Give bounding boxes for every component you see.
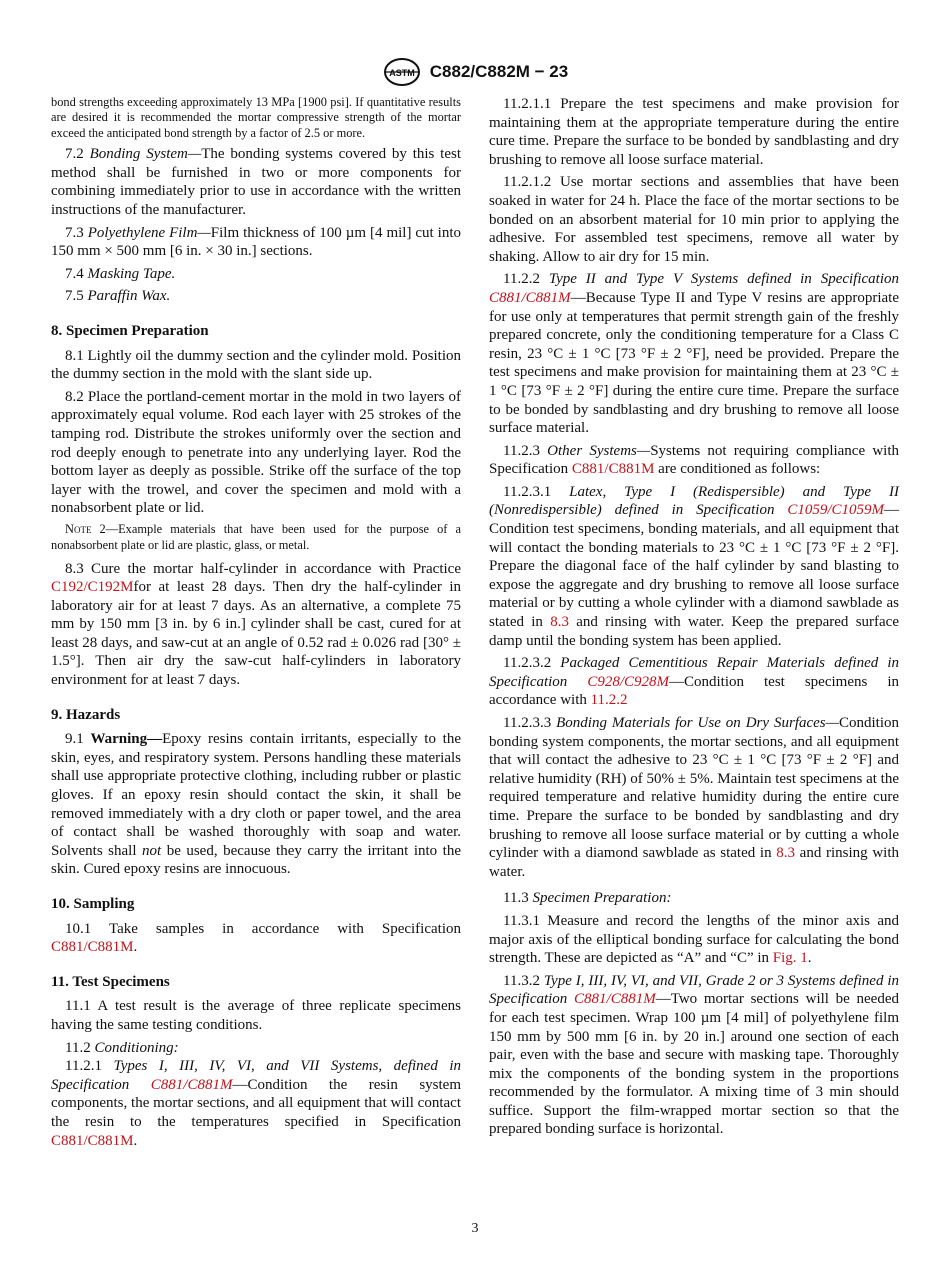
left-column <box>51 95 461 1154</box>
section-7-2: 7.2 Bonding System—The bonding systems covered by this test method shall be furnished in two or more components for combining immediately prior to use in accordance with the written instructions of the manufacturer. <box>51 146 462 218</box>
section-8-2: 8.2 Place the portland-cement mortar in the mold in two layers of approximately equal volume. Rod each layer with 25 strokes of the tamping rod. Distribute the strokes uniformly over the section and rod deeply enough to penetrate into any underlying layer. Rod the bottom layer as deeply as possible. Strike off the surface of the top layer with the trowel, and cover the specimen and mold with a nonabsorbent plate or lid. <box>51 388 461 517</box>
link-c1059[interactable]: C1059/C1059M <box>787 502 884 519</box>
link-c881[interactable]: C881/C881M <box>51 939 134 956</box>
astm-logo-icon <box>382 57 422 87</box>
section-9-1: 9.1 Warning—Epoxy resins contain irritants, especially to the skin, eyes, and respiratory system. Persons handling these materials shall use appropriate protective clothing, including rubber or plastic gloves. If an epoxy resin should contact the skin, it shall be removed immediately with a dry cloth or paper towel, and the area of contact shall be washed thoroughly with soap and water. Solvents shall not be used, because they carry the irritant into the skin. Cured epoxy resins are innocuous. <box>51 731 461 878</box>
section-11-3: 11.3 Specimen Preparation: <box>503 890 672 907</box>
section-11-2-1-1: 11.2.1.1 Prepare the test specimens and make provision for maintaining them at the appropriate temperature during the entire cure time. Prepare the surface to be bonded by sandblasting and dry brushing to remove all loose surface material. <box>489 96 899 168</box>
link-8-3[interactable]: 8.3 <box>776 845 795 862</box>
heading-test-specimens: 11. Test Specimens <box>51 973 170 990</box>
heading-hazards: 9. Hazards <box>51 706 121 723</box>
link-c881[interactable]: C881/C881M <box>150 1076 233 1093</box>
link-c881[interactable]: C881/C881M <box>574 991 656 1008</box>
section-11-2-1-2: 11.2.1.2 Use mortar sections and assemblies that have been soaked in water for 24 h. Place the face of the mortar sections to be bonded on an absorbent material for 10 min prior to applying the adhesive. For assembled test specimens, remove all water by shaking. Allow to air dry for 15 min. <box>489 174 899 265</box>
heading-sampling: 10. Sampling <box>51 896 135 912</box>
section-11-1: 11.1 A test result is the average of three replicate specimens having the same testing conditions. <box>51 998 461 1033</box>
link-c881[interactable]: C881/C881M <box>489 289 571 306</box>
section-11-2-3-3: 11.2.3.3 Bonding Materials for Use on Dry Surfaces—Condition bonding system components, the mortar sections, and all equipment that will contact the adhesive to 23 °C ± 1 °C [73 °F ± 2 °F] and relative humidity (RH) of 50% ± 5%. Maintain test specimens at the required temperature and relative humidity during the entire cure time. Prepare the surface to be bonded by sandblasting and dry brushing to remove all loose surface material or by cutting a whole cylinder with a diamond sawblade as stated in 8.3 and rinsing with water. <box>489 715 899 880</box>
intro-paragraph: bond strengths exceeding approximately 13 MPa [1900 psi]. If quantitative results are desired it is recommended the mortar compressive strength of the mortar exceed the anticipated bond strength by a factor of 2.5 or more. <box>51 95 461 140</box>
page-number: 3 <box>471 1221 479 1236</box>
page-header <box>0 55 950 89</box>
section-11-3-1: 11.3.1 Measure and record the lengths of the minor axis and major axis of the elliptical bonding surface for calculating the bond strength. These are depicted as “A” and “C” in Fig. 1. <box>489 912 899 967</box>
heading-specimen-preparation: 8. Specimen Preparation <box>51 322 209 339</box>
section-10-1: 10.1 Take samples in accordance with Specification C881/C881M. <box>51 920 461 956</box>
section-7-3: 7.3 Polyethylene Film—Film thickness of 100 µm [4 mil] cut into 150 mm × 500 mm [6 in. × 30 in.] sections. <box>51 224 461 260</box>
link-fig-1[interactable]: Fig. 1 <box>772 950 808 967</box>
right-column <box>489 95 899 1143</box>
section-8-1: 8.1 Lightly oil the dummy section and the cylinder mold. Position the dummy section in the mold with the slant side up. <box>51 347 461 383</box>
section-11-3-2: 11.3.2 Type I, III, IV, VI, and VII, Grade 2 or 3 Systems defined in Specification C881/C881M—Two mortar sections will be needed for each test specimen. Wrap 100 µm [4 mil] of polyethylene film 150 mm by 500 mm [6 in. by 20 in.] around one section of each pair, even with the base and secure with masking tape. Thoroughly mix the components of the bonding system in the proportions recommended by the formulator. A mixing time of 3 min should suffice. Support the film-wrapped mortar section so that the prepared bonding surface is horizontal. <box>489 972 899 1138</box>
link-c928[interactable]: C928/C928M <box>587 673 669 690</box>
svg-text:ASTM: ASTM <box>389 68 415 78</box>
link-c192[interactable]: C192/C192M <box>51 579 134 596</box>
link-c881[interactable]: C881/C881M <box>571 461 655 478</box>
note-2: Note 2—Example materials that have been used for the purpose of a nonabsorbent plate or lid are plastic, glass, or metal. <box>51 521 461 552</box>
section-8-3: 8.3 Cure the mortar half-cylinder in accordance with Practice C192/C192Mfor at least 28 days. Then dry the half-cylinder in laboratory air for at least 7 days. As an alternative, a complete 75 mm by 150 mm [3 in. by 6 in.] cylinder shall be cast, cured for at least 28 days, and saw-cut at an angle of 0.52 rad ± 0.026 rad [30° ± 1.5°]. Then air dry the saw-cut half-cylinders in laboratory environment for at least 7 days. <box>51 560 461 689</box>
document-id: C882/C882M − 23 <box>429 62 569 81</box>
section-11-2-2: 11.2.2 Type II and Type V Systems defined in Specification C881/C881M—Because Type II and Type V resins are appropriate for use only at temperatures that permit strength gain of the freshly prepared concrete, only the conditioning temperature for a Class C resin, 23 °C ± 1 °C [73 °F ± 2 °F], need be provided. Prepare the test specimens and make provision for maintaining them at 23 °C ± 1 °C [73 °F ± 2 °F] during the entire cure time. Prepare the surface to be bonded by sandblasting and dry brushing to remove all loose surface material. <box>489 271 900 437</box>
link-11-2-2[interactable]: 11.2.2 <box>590 692 628 709</box>
section-7-5: 7.5 Paraffin Wax. <box>65 288 171 305</box>
section-11-2-3-1: 11.2.3.1 Latex, Type I (Redispersible) and Type II (Nonredispersible) defined in Specification C1059/C1059M—Condition test specimens, bonding materials, and all equipment that will contact the bonding materials to 23 °C ± 1 °C [73 °F ± 2 °F]. Prepare the diagonal face of the half cylinder by sand blasting to expose the aggregate and dry brushing to remove all loose surface material or by cutting a whole cylinder with a diamond sawblade as stated in 8.3 and rinsing with water. Keep the prepared surface damp until the bonding system has been applied. <box>489 483 900 649</box>
section-11-2: 11.2 Conditioning: <box>65 1039 179 1056</box>
link-c881[interactable]: C881/C881M <box>51 1132 134 1149</box>
section-7-4: 7.4 Masking Tape. <box>65 265 176 282</box>
section-11-2-3: 11.2.3 Other Systems—Systems not requiring compliance with Specification C881/C881M are conditioned as follows: <box>489 442 899 478</box>
section-11-2-3-2: 11.2.3.2 Packaged Cementitious Repair Materials defined in Specification C928/C928M—Condition test specimens in accordance with 11.2.2 <box>489 655 899 709</box>
section-11-2-1: 11.2.1 Types I, III, IV, VI, and VII Systems, defined in Specification C881/C881M—Condition the resin system components, the mortar sections, and all equipment that will contact the resin to the temperatures specified in Specification C881/C881M. <box>51 1058 461 1149</box>
link-8-3[interactable]: 8.3 <box>550 614 569 631</box>
